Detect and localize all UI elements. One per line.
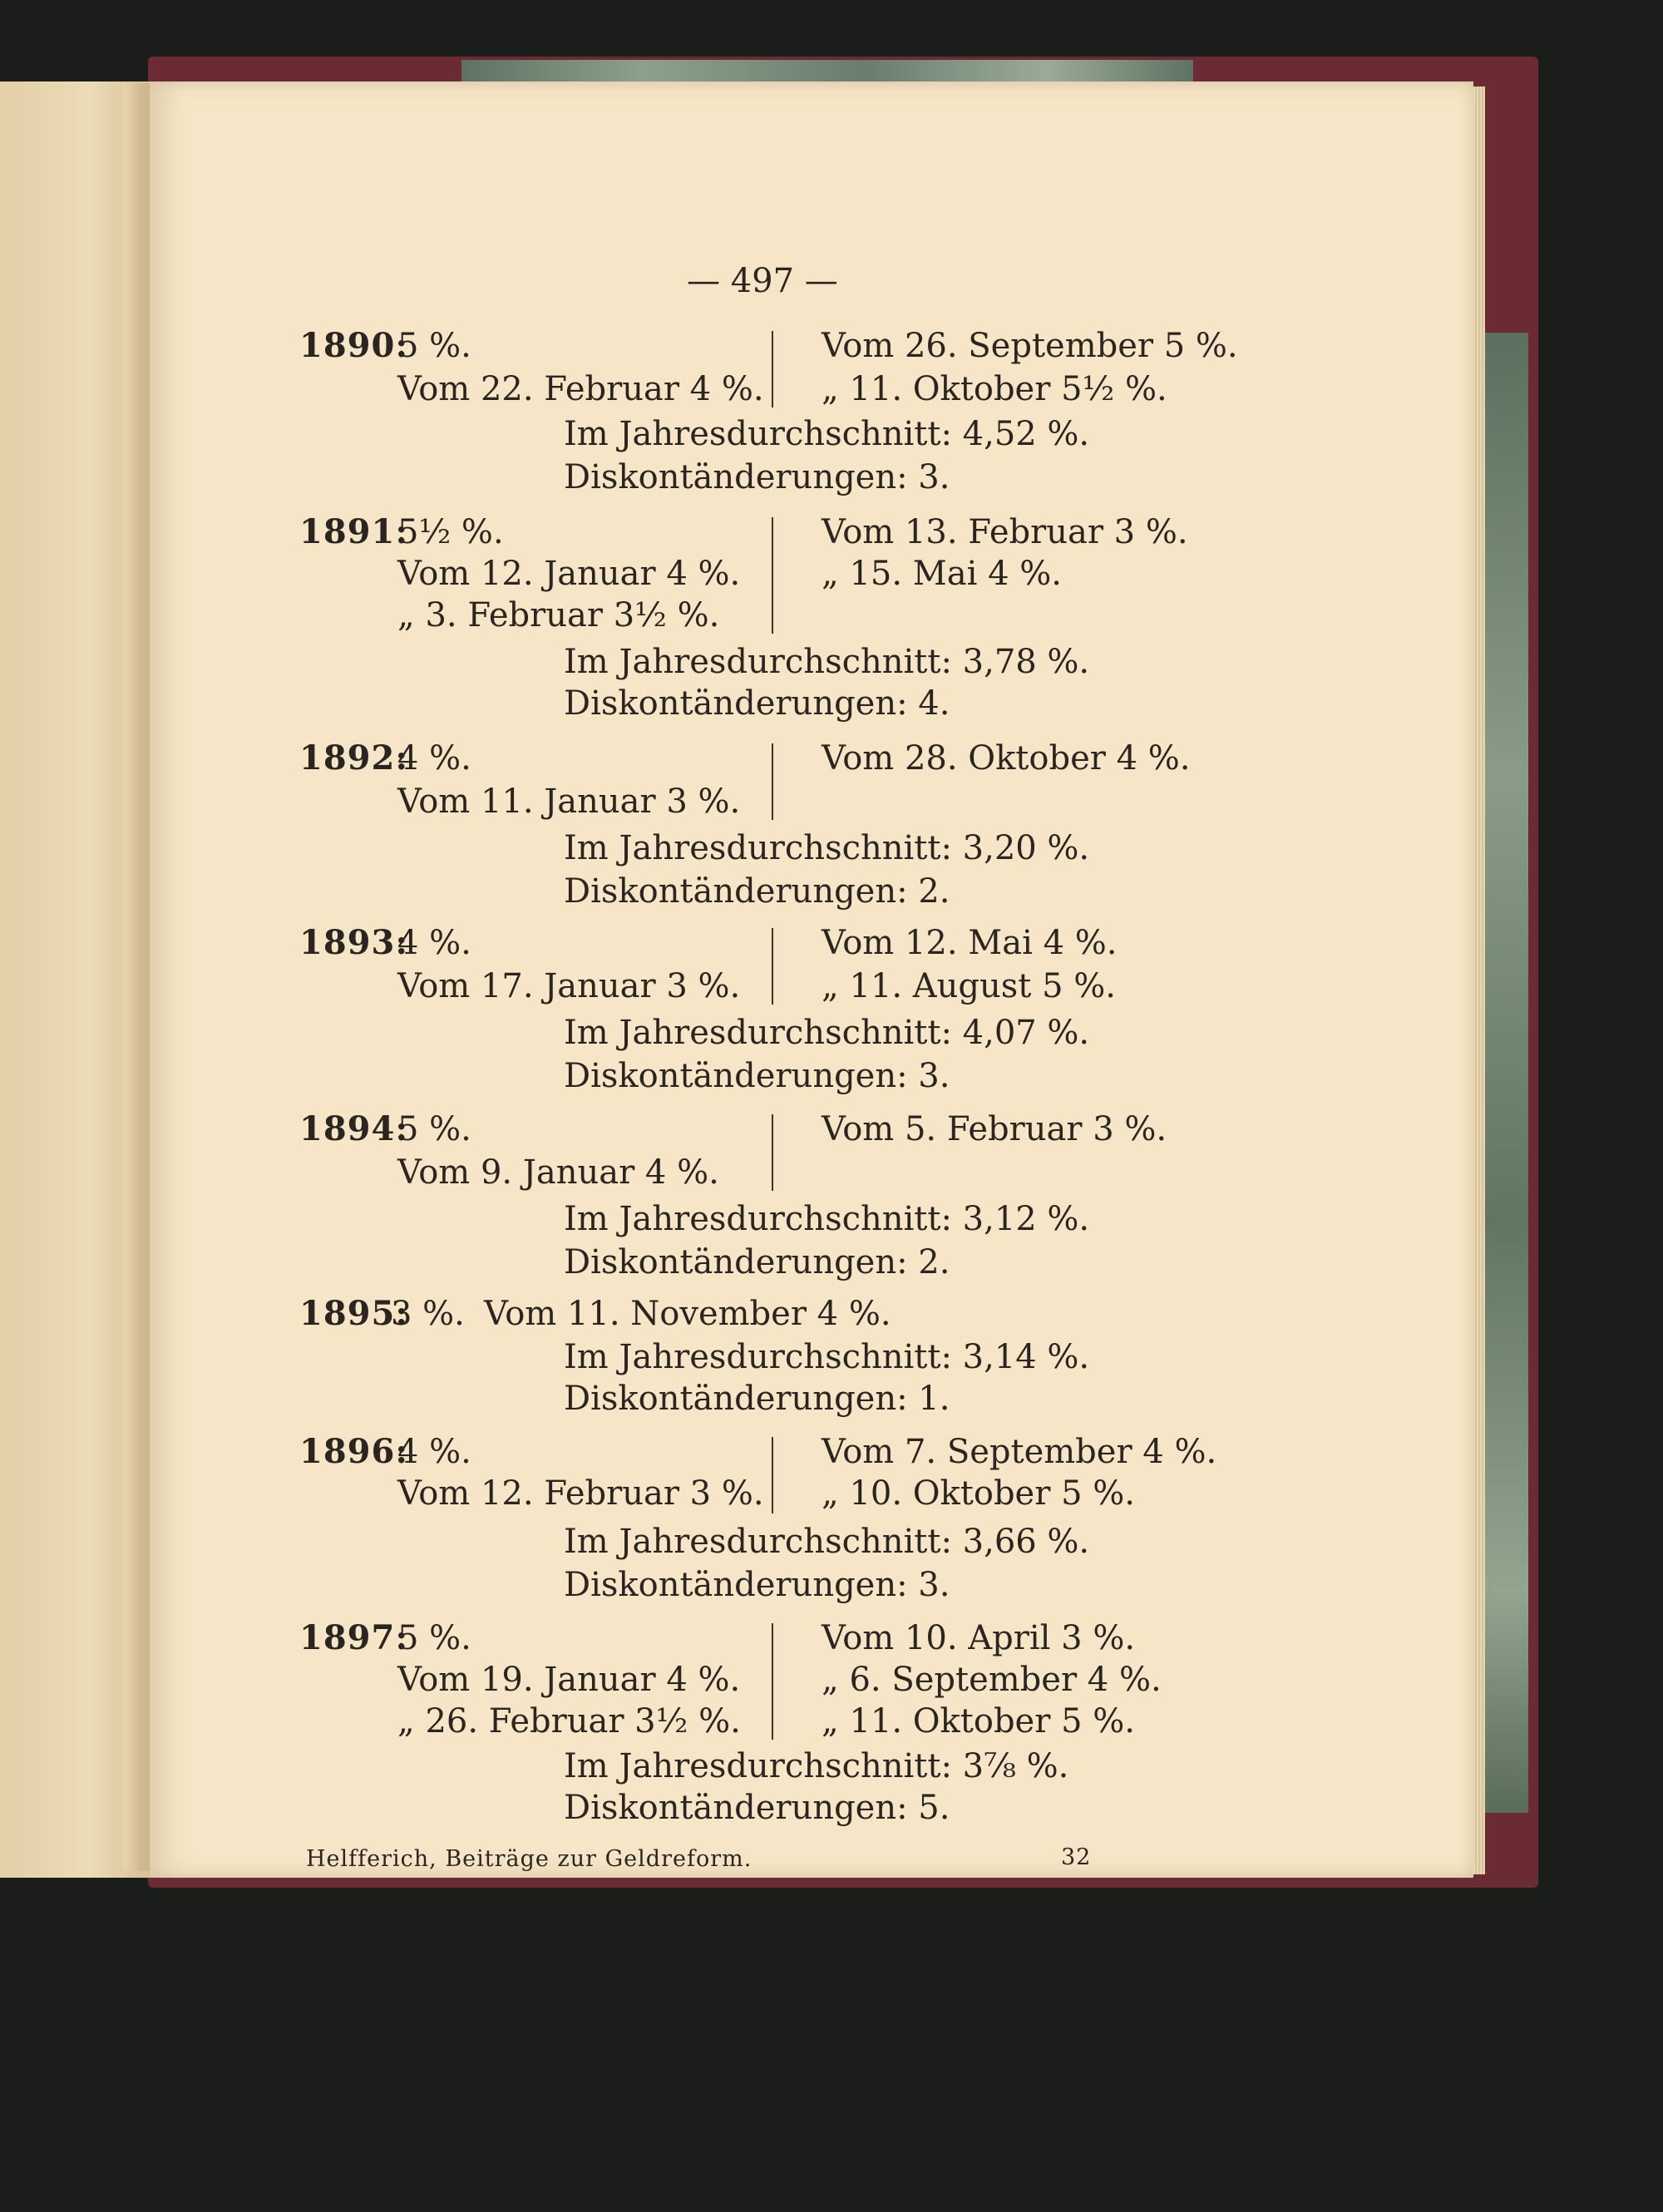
- annual-average: Im Jahresdurchschnitt: 3,66 %.: [564, 1523, 1090, 1561]
- right-change: Vom 7. September 4 %.: [822, 1433, 1217, 1471]
- inline-change: Vom 11. November 4 %.: [484, 1295, 891, 1333]
- right-change: „ 6. September 4 %.: [822, 1661, 1162, 1699]
- year-label: 1896:: [299, 1432, 409, 1471]
- initial-rate: 5½ %.: [397, 513, 504, 551]
- initial-rate: 4 %.: [397, 1433, 471, 1471]
- year-label: 1895:: [299, 1294, 409, 1333]
- discount-changes-count: Diskontänderungen: 5.: [564, 1789, 950, 1827]
- column-divider: [772, 517, 773, 634]
- discount-changes-count: Diskontänderungen: 3.: [564, 1057, 950, 1095]
- initial-rate: 5 %.: [397, 327, 471, 365]
- initial-rate: 3 %.: [391, 1295, 465, 1333]
- annual-average: Im Jahresdurchschnitt: 3,78 %.: [564, 643, 1090, 681]
- annual-average: Im Jahresdurchschnitt: 3,12 %.: [564, 1200, 1090, 1238]
- right-change: „ 11. Oktober 5 %.: [822, 1702, 1135, 1740]
- column-divider: [772, 928, 773, 1005]
- annual-average: Im Jahresdurchschnitt: 4,52 %.: [564, 415, 1090, 453]
- right-change: Vom 12. Mai 4 %.: [822, 924, 1118, 962]
- discount-changes-count: Diskontänderungen: 3.: [564, 1566, 950, 1604]
- right-change: Vom 26. September 5 %.: [822, 327, 1238, 365]
- discount-changes-count: Diskontänderungen: 3.: [564, 458, 950, 496]
- page-number: — 497 —: [687, 262, 838, 300]
- discount-changes-count: Diskontänderungen: 2.: [564, 872, 950, 911]
- left-change: Vom 19. Januar 4 %.: [397, 1661, 741, 1699]
- initial-rate: 4 %.: [397, 739, 471, 778]
- column-divider: [772, 1114, 773, 1191]
- year-label: 1897:: [299, 1618, 409, 1657]
- right-change: Vom 5. Februar 3 %.: [822, 1110, 1167, 1148]
- column-divider: [772, 331, 773, 407]
- right-change: „ 15. Mai 4 %.: [822, 555, 1062, 593]
- annual-average: Im Jahresdurchschnitt: 3,20 %.: [564, 829, 1090, 867]
- right-change: Vom 13. Februar 3 %.: [822, 513, 1188, 551]
- year-label: 1891:: [299, 512, 409, 551]
- initial-rate: 5 %.: [397, 1619, 471, 1657]
- left-change: Vom 9. Januar 4 %.: [397, 1153, 719, 1192]
- marbled-endpaper-right: [1478, 333, 1528, 1813]
- discount-changes-count: Diskontänderungen: 4.: [564, 684, 950, 723]
- right-change: „ 11. Oktober 5½ %.: [822, 370, 1167, 408]
- initial-rate: 5 %.: [397, 1110, 471, 1148]
- discount-changes-count: Diskontänderungen: 1.: [564, 1380, 950, 1418]
- year-label: 1890:: [299, 326, 409, 365]
- left-change: Vom 12. Februar 3 %.: [397, 1474, 764, 1513]
- left-change: Vom 12. Januar 4 %.: [397, 555, 741, 593]
- page-edges: [1473, 86, 1485, 1874]
- initial-rate: 4 %.: [397, 924, 471, 962]
- right-change: „ 11. August 5 %.: [822, 967, 1116, 1005]
- year-label: 1892:: [299, 738, 409, 778]
- left-change: „ 3. Februar 3½ %.: [397, 596, 720, 634]
- right-change: Vom 28. Oktober 4 %.: [822, 739, 1191, 778]
- discount-changes-count: Diskontänderungen: 2.: [564, 1243, 950, 1281]
- annual-average: Im Jahresdurchschnitt: 3⅞ %.: [564, 1747, 1069, 1785]
- left-change: „ 26. Februar 3½ %.: [397, 1702, 741, 1740]
- footer-citation: Helfferich, Beiträge zur Geldreform.: [306, 1846, 753, 1872]
- right-change: Vom 10. April 3 %.: [822, 1619, 1136, 1657]
- year-label: 1894:: [299, 1109, 409, 1148]
- left-change: Vom 17. Januar 3 %.: [397, 967, 741, 1005]
- column-divider: [772, 1437, 773, 1513]
- annual-average: Im Jahresdurchschnitt: 3,14 %.: [564, 1338, 1090, 1376]
- left-change: Vom 11. Januar 3 %.: [397, 783, 741, 821]
- column-divider: [772, 1623, 773, 1740]
- signature-mark: 32: [1061, 1844, 1092, 1870]
- left-change: Vom 22. Februar 4 %.: [397, 370, 764, 408]
- annual-average: Im Jahresdurchschnitt: 4,07 %.: [564, 1014, 1090, 1052]
- right-change: „ 10. Oktober 5 %.: [822, 1474, 1135, 1513]
- year-label: 1893:: [299, 923, 409, 962]
- column-divider: [772, 743, 773, 820]
